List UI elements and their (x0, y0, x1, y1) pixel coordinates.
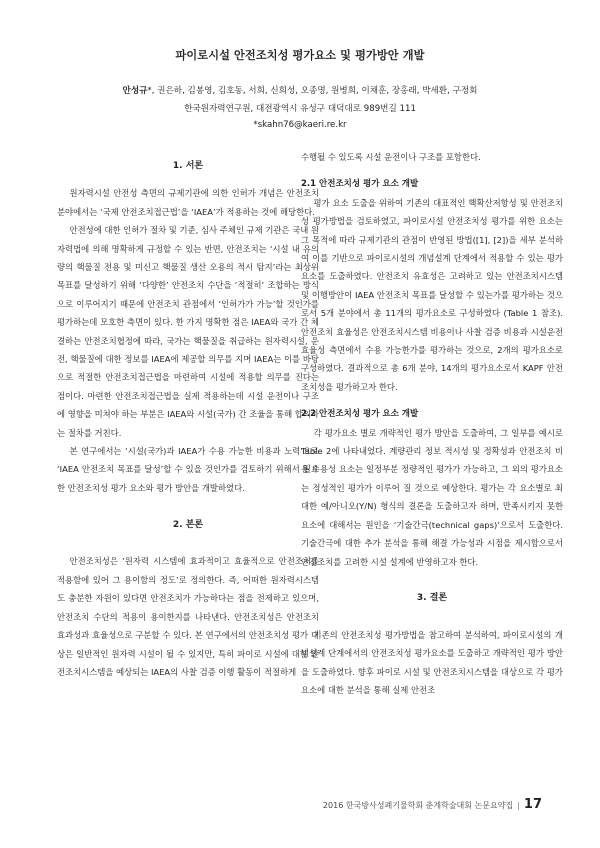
author-list (0, 84, 600, 96)
intro-paragraph-2: 안전성에 대한 인허가 절차 및 기준, 심사 주체인 규제 기관은 국내 원자력법에 의해 명확하게 규정할 수 있는 반면, 안전조치는 ‘시설 내 유의량의 핵물질 전용 및 미신고 핵물질 생산 오용의 적시 탐지’라는 최상위 목표를 달성하기 위해 ‘다양한’ 안전조치 수단을 ‘적절히’ 조합하는 방식으로 이루어지기 때문에 안전조치 관점에서 ‘인허가가 가능’할 것인가를 평가하는데 모호한 측면이 있다. 한 가지 명확한 점은 IAEA와 국가 간 체결하는 안전조치협정에 따라, 국가는 핵물질을 취급하는 원자력시설, 운전, 핵물질에 대한 정보를 IAEA에 제공할 의무를 지며 IAEA는 이를 바탕으로 적절한 안전조치접근법을 마련하여 시설에 적용할 의무를 진다는 점이다. 마련한 안전조치접근법을 실제 적용하는데 시설 운전이나 구조에 영향을 미쳐야 하는 부분은 IAEA와 시설(국가) 간 조율을 통해 합의하는 절차를 거친다. (57, 225, 319, 438)
subsection-heading-2-2: 2.2 안전조치성 평가 요소 개발 (301, 409, 419, 420)
intro-paragraph-1: 원자력시설 안전성 측면의 규제기관에 의한 인허가 개념은 안전조치 분야에서는 ‘국제 안전조치접근법’을 ‘IAEA’가 적용하는 것에 해당한다. (57, 188, 319, 217)
section-heading-body: 2. 본론 (172, 519, 204, 530)
section-heading-conclusion: 3. 결론 (416, 593, 448, 604)
right-column (301, 148, 563, 700)
affiliation: 한국원자력연구원, 대전광역시 유성구 대덕대로 989번길 111 (184, 104, 416, 114)
paper-title: 파이로시설 안전조치성 평가요소 및 평가방안 개발 (175, 49, 425, 62)
subsection-2-1-paragraph: 평가 요소 도출을 위하여 기존의 대표적인 핵확산저항성 및 안전조치성 평가방법을 검토하였고, 파이로시설 안전조치성 평가를 위한 요소는 그 목적에 따라 규제기관의 관점이 반영된 방법([1], [2])을 세부 분석하여 이를 기반으로 파이로시설의 개념설계 단계에서 적용할 수 있는 평가요소를 도출하였다. 안전조치 유효성은 고려하고 있는 안전조치시스템 및 이행방안이 IAEA 안전조치 목표를 달성할 수 있는가를 평가하는 것으로서 5개 분야에서 총 11개의 평가요소로 구성하였다 (Table 1 참조). 안전조치 효율성은 안전조치시스템 비용이나 사찰 검증 비용과 시설운전 효율성 측면에서 수용 가능한가를 평가하는 것으로, 2개의 평가요소로 구성하였다. 결과적으로 총 6개 분야, 14개의 평가요소로서 KAPF 안전조치성을 평가하고자 한다. (301, 197, 563, 392)
footer-separator: | (517, 801, 520, 810)
intro-paragraph-3: 본 연구에서는 ‘시설(국가)과 IAEA가 수용 가능한 비용과 노력’으로 ‘IAEA 안전조치 목표를 달성’할 수 있을 것인가를 검토하기 위해서 필요한 안전조치성 평가 요소와 평가 방안을 개발하였다. (57, 446, 319, 493)
left-column (57, 148, 319, 681)
author-email: *skahn76@kaeri.re.kr (253, 120, 347, 130)
conclusion-paragraph: 기존의 안전조치성 평가방법을 참고하여 분석하여, 파이로시설의 개념설계 단계에서의 안전조치성 평가요소를 도출하고 개략적인 평가 방안을 도출하였다. 향후 파이로 시설 및 안전조치시스템을 대상으로 각 평가요소에 대한 분석을 통해 실제 안전조 (301, 630, 563, 696)
section-heading-intro: 1. 서론 (172, 161, 204, 171)
body-paragraph-1-continued: 수행될 수 있도록 시설 운전이나 구조를 포함한다. (301, 152, 481, 162)
footer-proceedings-title: 2016 한국방사성폐기물학회 춘계학술대회 논문요약집 (322, 801, 514, 810)
body-paragraph-1: 안전조치성은 ‘원자력 시스템에 효과적이고 효율적으로 안전조치를 적용함에 있어 그 용이함의 정도’로 정의한다. 즉, 어떠한 원자력시스템도 충분한 자원이 있다면 안전조치가 가능하다는 점을 전제하고 있으며, 안전조치 수단의 적용이 용이한지를 나타낸다. 안전조치성은 안전조치 효과성과 효율성으로 구분할 수 있다. 본 연구에서의 안전조치성 평가 대상은 일반적인 원자력 시설이 될 수 있지만, 특히 파이로 시설에 대한 안전조치시스템을 예상되는 IAEA의 사찰 검증 이행 활동이 적절하게 (57, 556, 319, 677)
co-authors: *, 권은하, 김봉영, 김호동, 서희, 신희성, 오종명, 원병희, 이채훈, 장홍래, 박세환, 구정회 (147, 86, 478, 96)
lead-author: 안성규 (122, 86, 148, 96)
page-number: 17 (523, 797, 542, 812)
subsection-2-2-paragraph: 각 평가요소 별로 개략적인 평가 방안을 도출하여, 그 일부를 예시로 Table 2에 나타내었다. 계량관리 정보 적시성 및 정확성과 안전조치 비용 수용성 요소는 일정부분 정량적인 평가가 가능하고, 그 외의 평가요소는 정성적인 평가가 이루어 질 것으로 예상한다. 평가는 각 요소별로 최대한 예/아니오(Y/N) 형식의 결론을 도출하고자 하며, 만족시키지 못한 요소에 대해서는 원인을 ‘기술간극(technical gaps)’으로서 도출한다. 기술간극에 대한 추가 분석을 통해 해결 가능성과 시점을 제시함으로서 안전조치를 고려한 시설 설계에 반영하고자 한다. (301, 427, 563, 567)
subsection-heading-2-1: 2.1 안전조치성 평가 요소 개발 (301, 179, 419, 190)
page-footer (323, 797, 542, 812)
